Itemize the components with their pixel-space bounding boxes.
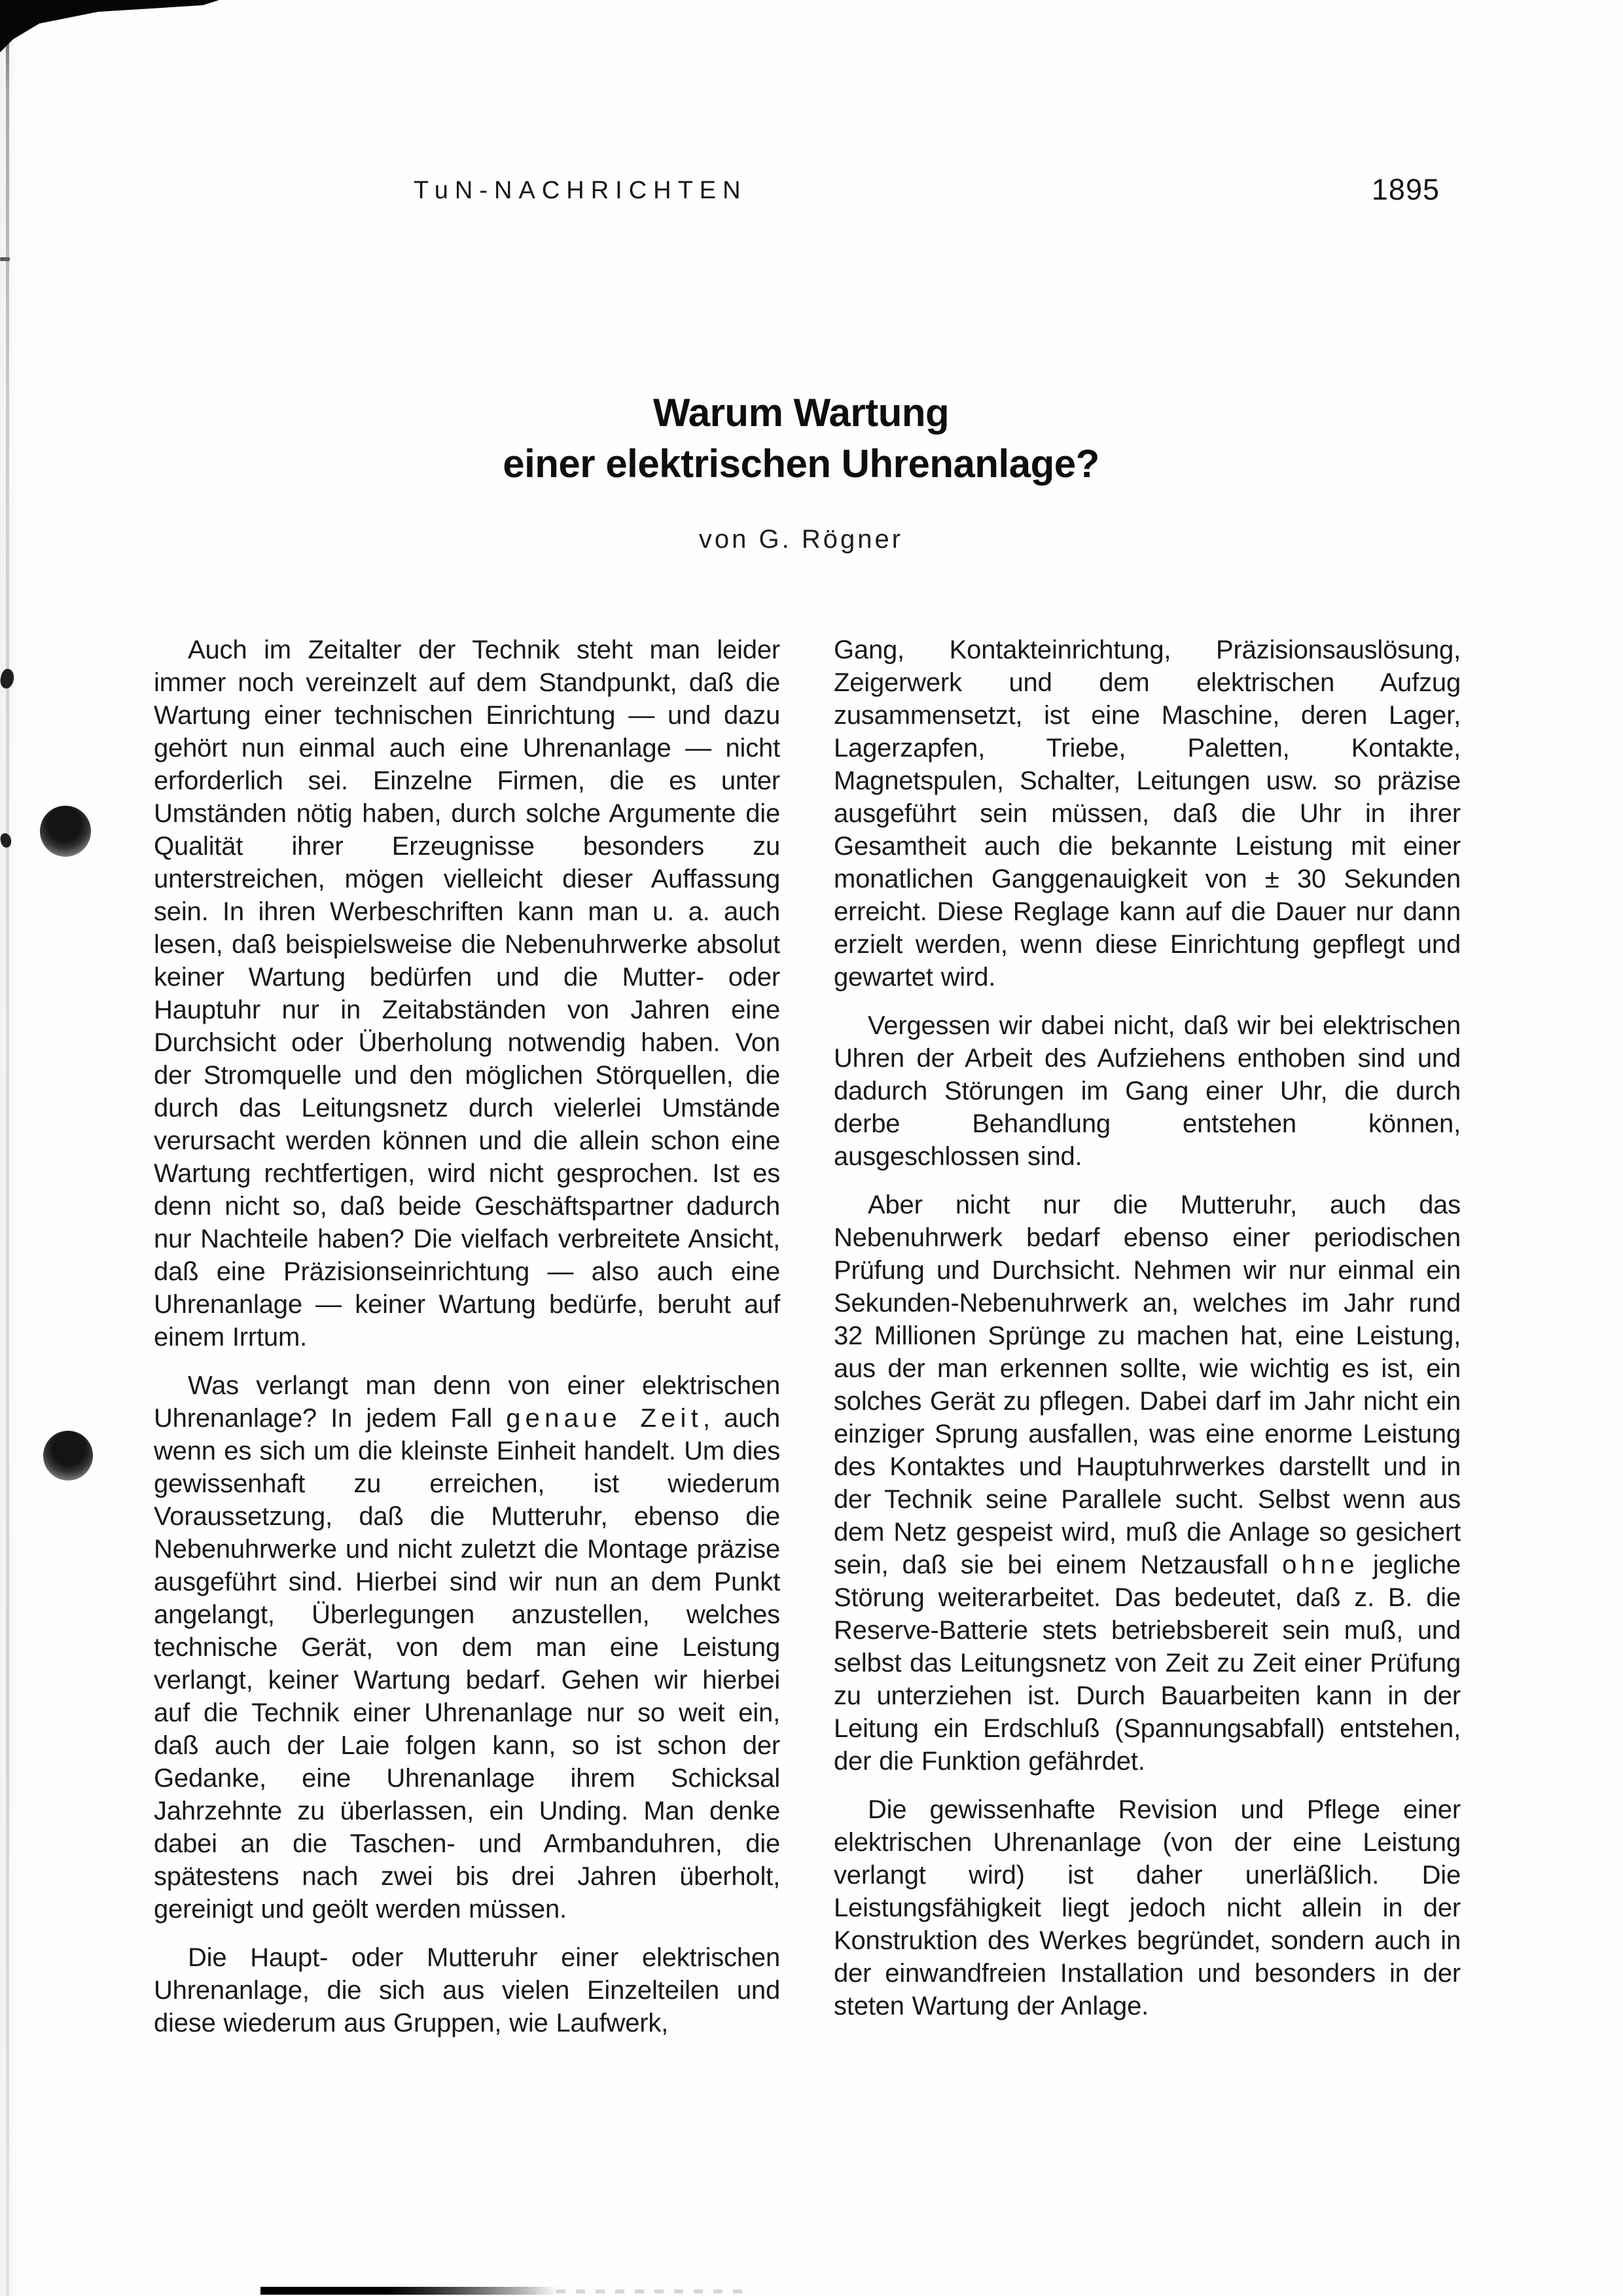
scan-corner-artifact	[0, 0, 223, 65]
emphasized-text: ohne	[1282, 1551, 1359, 1579]
paragraph-text: , auch wenn es sich um die kleinste Einheit handelt. Um dies gewissenhaft zu erreichen, ist wiederum Voraussetzung, daß die Mutteruhr, ebenso die Nebenuhrwerke und nicht zuletzt die Montage präzise ausgeführt sind. Hierbei sind wir nun an dem Punkt angelangt, Überlegungen anzustellen, welches technische Gerät, von dem man eine Leistung verlangt, keiner Wartung bedarf. Gehen wir hierbei auf die Technik einer Uhrenanlage nur so weit ein, daß auch der Laie folgen kann, so ist schon der Gedanke, eine Uhrenanlage ihrem Schicksal Jahrzehnte zu überlassen, ein Unding. Man denke dabei an die Taschen- und Armbanduhren, die spätestens nach zwei bis drei Jahren überholt, gereinigt und geölt werden müssen.	[154, 1404, 780, 1924]
body-paragraph: Die gewissenhafte Revision und Pflege einer elektrischen Uhrenanlage (von der eine Leistung verlangt wird) ist daher unerläßlich. Die Leistungsfähigkeit liegt jedoch nicht allein in der Konstruktion des Werkes begründet, sondern auch in der einwandfreien Installation und besonders in der steten Wartung der Anlage.	[834, 1795, 1461, 2020]
body-paragraph: Auch im Zeitalter der Technik steht man leider immer noch vereinzelt auf dem Standpunkt, daß die Wartung einer technischen Einrichtung — und dazu gehört nun einmal auch eine Uhrenanlage — nicht erforderlich sei. Einzelne Firmen, die es unter Umständen nötig haben, durch solche Argumente die Qualität ihrer Erzeugnisse besonders zu unterstreichen, mögen vielleicht dieser Auffassung sein. In ihren Werbeschriften kann man u. a. auch lesen, daß beispielsweise die Nebenuhrwerke absolut keiner Wartung bedürfen und die Mutter- oder Hauptuhr nur in Zeitabständen von Jahren eine Durchsicht oder Überholung notwendig haben. Von der Stromquelle und den möglichen Störquellen, die durch das Leitungsnetz durch vielerlei Umstände verursacht werden können und die allein schon eine Wartung rechtfertigen, wird nicht gesprochen. Ist es denn nicht so, daß beide Geschäftspartner dadurch nur Nachteile haben? Die vielfach verbreitete Ansicht, daß eine Präzisionseinrichtung — also auch eine Uhrenanlage — keiner Wartung bedürfe, beruht auf einem Irrtum.	[154, 636, 780, 1352]
paragraph-text: Aber nicht nur die Mutteruhr, auch das Nebenuhrwerk bedarf ebenso einer periodischen Prüfung und Durchsicht. Nehmen wir nur einmal ein Sekunden-Nebenuhrwerk an, welches im Jahr rund 32 Millionen Sprünge zu machen hat, eine Leistung, aus der man erkennen sollte, wie wichtig es ist, ein solches Gerät zu pflegen. Dabei darf im Jahr nicht ein einziger Sprung ausfallen, was eine enorme Leistung des Kontaktes und Hauptuhrwerkes darstellt und in der Technik seine Parallele sucht. Selbst wenn aus dem Netz gespeist wird, muß die Anlage so gesichert sein, daß sie bei einem Netzausfall	[834, 1191, 1461, 1579]
page-number: 1895	[1371, 173, 1440, 206]
right-column	[834, 634, 1461, 2022]
article-byline: von G. Rögner	[698, 525, 904, 554]
body-paragraph	[154, 1369, 780, 1926]
journal-title: TuN-NACHRICHTEN	[414, 177, 747, 204]
hole-punch-bottom	[41, 1429, 95, 1482]
emphasized-text: genaue Zeit	[506, 1404, 703, 1433]
body-paragraph: Vergessen wir dabei nicht, daß wir bei elektrischen Uhren der Arbeit des Aufziehens enthoben sind und dadurch Störungen im Gang einer Uhr, die durch derbe Behandlung entstehen können, ausgeschlossen sind.	[834, 1011, 1461, 1171]
paragraph-text: Was verlangt man denn von einer elektrischen Uhrenanlage? In jedem Fall	[154, 1371, 780, 1433]
scan-bottom-speckle	[556, 2289, 753, 2293]
scan-fold-line	[6, 0, 9, 2296]
paragraph-text: jegliche Störung weiterarbeitet. Das bedeutet, daß z. B. die Reserve-Batterie stets betriebsbereit sein muß, und selbst das Leitungsnetz von Zeit zu Zeit einer Prüfung zu unterziehen ist. Durch Bauarbeiten kann in der Leitung ein Erdschluß (Spannungsabfall) entstehen, der die Funktion gefährdet.	[834, 1551, 1461, 1776]
body-paragraph	[834, 1189, 1461, 1778]
edge-mark	[0, 257, 10, 261]
article-title-block	[157, 387, 1445, 554]
article-title-line1: Warum Wartung	[652, 391, 950, 435]
scan-bottom-bar	[260, 2287, 558, 2295]
body-paragraph: Gang, Kontakteinrichtung, Präzisionsauslösung, Zeigerwerk und dem elektrischen Aufzug zusammensetzt, ist eine Maschine, deren Lager, Lagerzapfen, Triebe, Paletten, Kontakte, Magnetspulen, Schalter, Leitungen usw. so präzise ausgeführt sein müssen, daß die Uhr in ihrer Gesamtheit auch die bekannte Leistung mit einer monatlichen Ganggenauigkeit von ± 30 Sekunden erreicht. Diese Reglage kann auf die Dauer nur dann erzielt werden, wenn diese Einrichtung gepflegt und gewartet wird.	[834, 636, 1461, 992]
left-column	[154, 634, 780, 2039]
hole-punch-top	[37, 802, 94, 860]
body-paragraph: Die Haupt- oder Mutteruhr einer elektrischen Uhrenanlage, die sich aus vielen Einzelteilen und diese wiederum aus Gruppen, wie Laufwerk,	[154, 1943, 780, 2037]
scan-edge-shadow	[0, 0, 20, 2296]
article-title-line2: einer elektrischen Uhrenanlage?	[503, 442, 1099, 486]
